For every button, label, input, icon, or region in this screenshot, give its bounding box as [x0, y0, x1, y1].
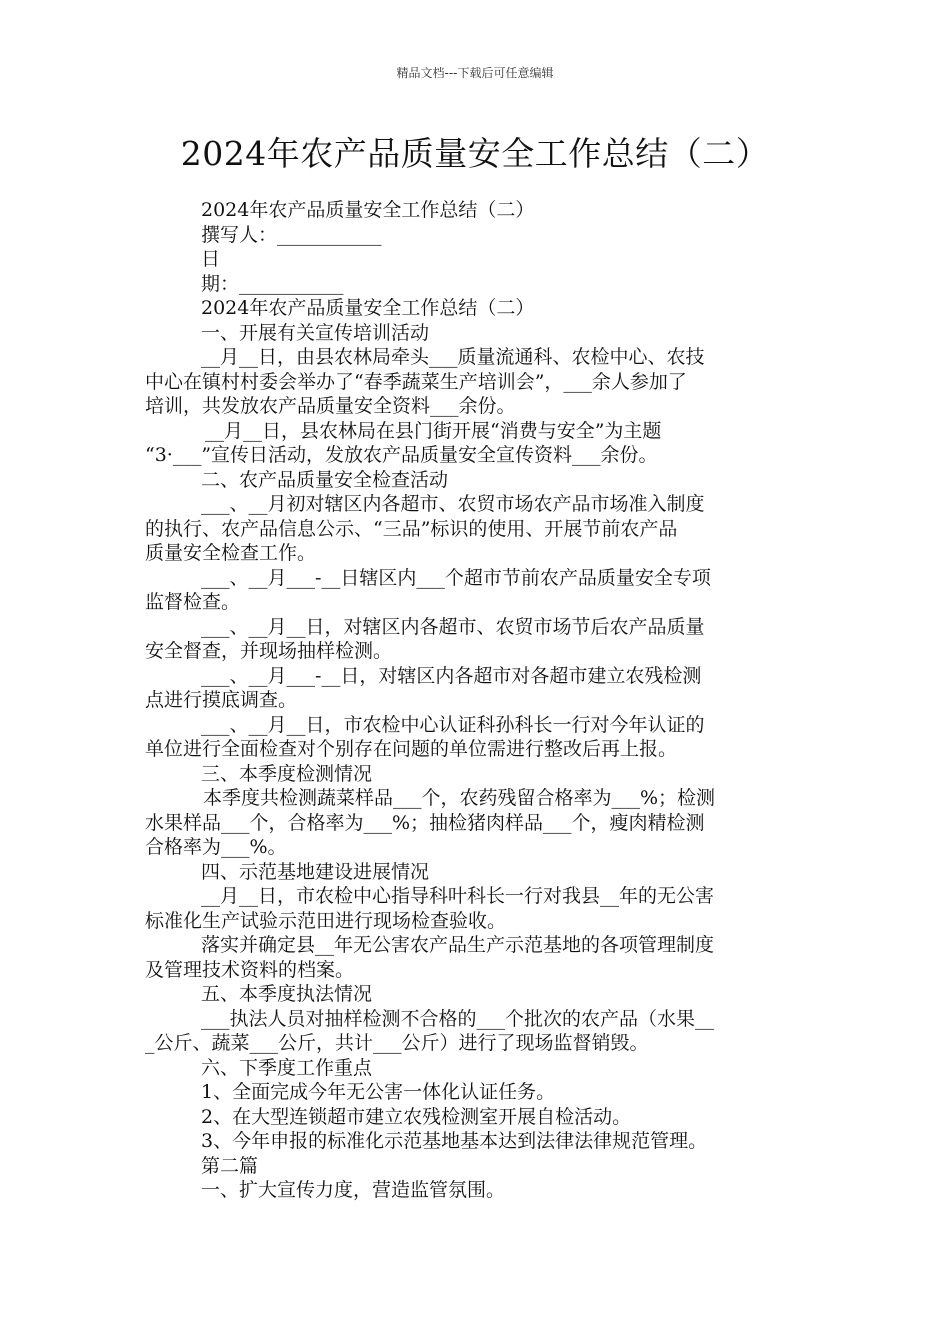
body-line: 标准化生产试验示范田进行现场检查验收。: [145, 909, 507, 932]
body-line: 点进行摸底调查。: [145, 689, 298, 711]
body-line: 2024年农产品质量安全工作总结（二）: [201, 199, 535, 221]
body-line: 培训，共发放农产品质量安全资料___余份。: [145, 395, 516, 417]
body-line: __月__日，县农林局在县门街开展“消费与安全”为主题: [205, 419, 662, 442]
section-heading: 一、扩大宣传力度，营造监管氛围。: [201, 1179, 506, 1201]
page-header-note: 精品文档---下载后可任意编辑: [396, 66, 554, 80]
body-line: __月__日，由县农林局牵头___质量流通科、农检中心、农技: [201, 346, 705, 368]
body-line: ___执法人员对抽样检测不合格的___个批次的农产品（水果__: [201, 1007, 715, 1030]
body-line: 监督检查。: [145, 591, 241, 613]
body-line: __月__日，市农检中心指导科叶科长一行对我县__年的无公害: [201, 885, 715, 907]
body-line: ___、__月__日，对辖区内各超市、农贸市场节后农产品质量: [201, 615, 705, 638]
list-item: 1、全面完成今年无公害一体化认证任务。: [201, 1081, 556, 1103]
body-line: 的执行、农产品信息公示、“三品”标识的使用、开展节前农产品: [145, 517, 678, 540]
body-line: 中心在镇村村委会举办了“春季蔬菜生产培训会”，___余人参加了: [145, 370, 687, 393]
body-line: ___、__月___-__日，对辖区内各超市对各超市建立农残检测: [201, 664, 702, 687]
body-line: 质量安全检查工作。: [145, 542, 317, 564]
document-title: 2024年农产品质量安全工作总结（二）: [180, 134, 770, 173]
section-heading: 一、开展有关宣传培训活动: [201, 321, 430, 344]
section-heading: 六、下季度工作重点: [201, 1056, 373, 1079]
list-item: 3、今年申报的标准化示范基地基本达到法律法律规范管理。: [201, 1130, 708, 1152]
body-line: 水果样品___个，合格率为___%；抽检猪肉样品___个，瘦肉精检测: [145, 811, 705, 834]
body-line: 安全督查，并现场抽样检测。: [145, 640, 393, 662]
body-line: 及管理技术资料的档案。: [145, 958, 355, 981]
section-heading: 三、本季度检测情况: [201, 762, 373, 785]
body-line: _公斤、蔬菜___公斤，共计___公斤）进行了现场监督销毁。: [145, 1032, 649, 1054]
body-line: 日: [201, 248, 221, 270]
body-line: “3·___”宣传日活动，发放农产品质量安全宣传资料___余份。: [145, 444, 658, 466]
body-line: 本季度共检测蔬菜样品___个，农药残留合格率为___%；检测: [203, 787, 716, 809]
body-line: 撰写人：___________: [201, 223, 382, 246]
body-line: 落实并确定县__年无公害农产品生产示范基地的各项管理制度: [201, 934, 715, 956]
body-line: 合格率为___%。: [145, 836, 287, 858]
body-line: ___、__月__日，市农检中心认证科孙科长一行对今年认证的: [201, 713, 705, 736]
body-line: ___、__月初对辖区内各超市、农贸市场农产品市场准入制度: [201, 493, 705, 515]
body-line: 单位进行全面检查对个别存在问题的单位需进行整改后再上报。: [145, 738, 678, 760]
body-line: 期：___________: [201, 272, 344, 295]
document-body: [145, 198, 807, 1203]
section-heading: 二、农产品质量安全检查活动: [201, 468, 449, 491]
part-heading: 第二篇: [201, 1154, 259, 1177]
section-heading: 四、示范基地建设进展情况: [201, 860, 430, 883]
section-heading: 五、本季度执法情况: [201, 983, 373, 1005]
body-line: ___、__月___-__日辖区内___个超市节前农产品质量安全专项: [201, 566, 711, 589]
list-item: 2、在大型连锁超市建立农残检测室开展自检活动。: [201, 1105, 632, 1128]
body-line: 2024年农产品质量安全工作总结（二）: [201, 297, 535, 319]
